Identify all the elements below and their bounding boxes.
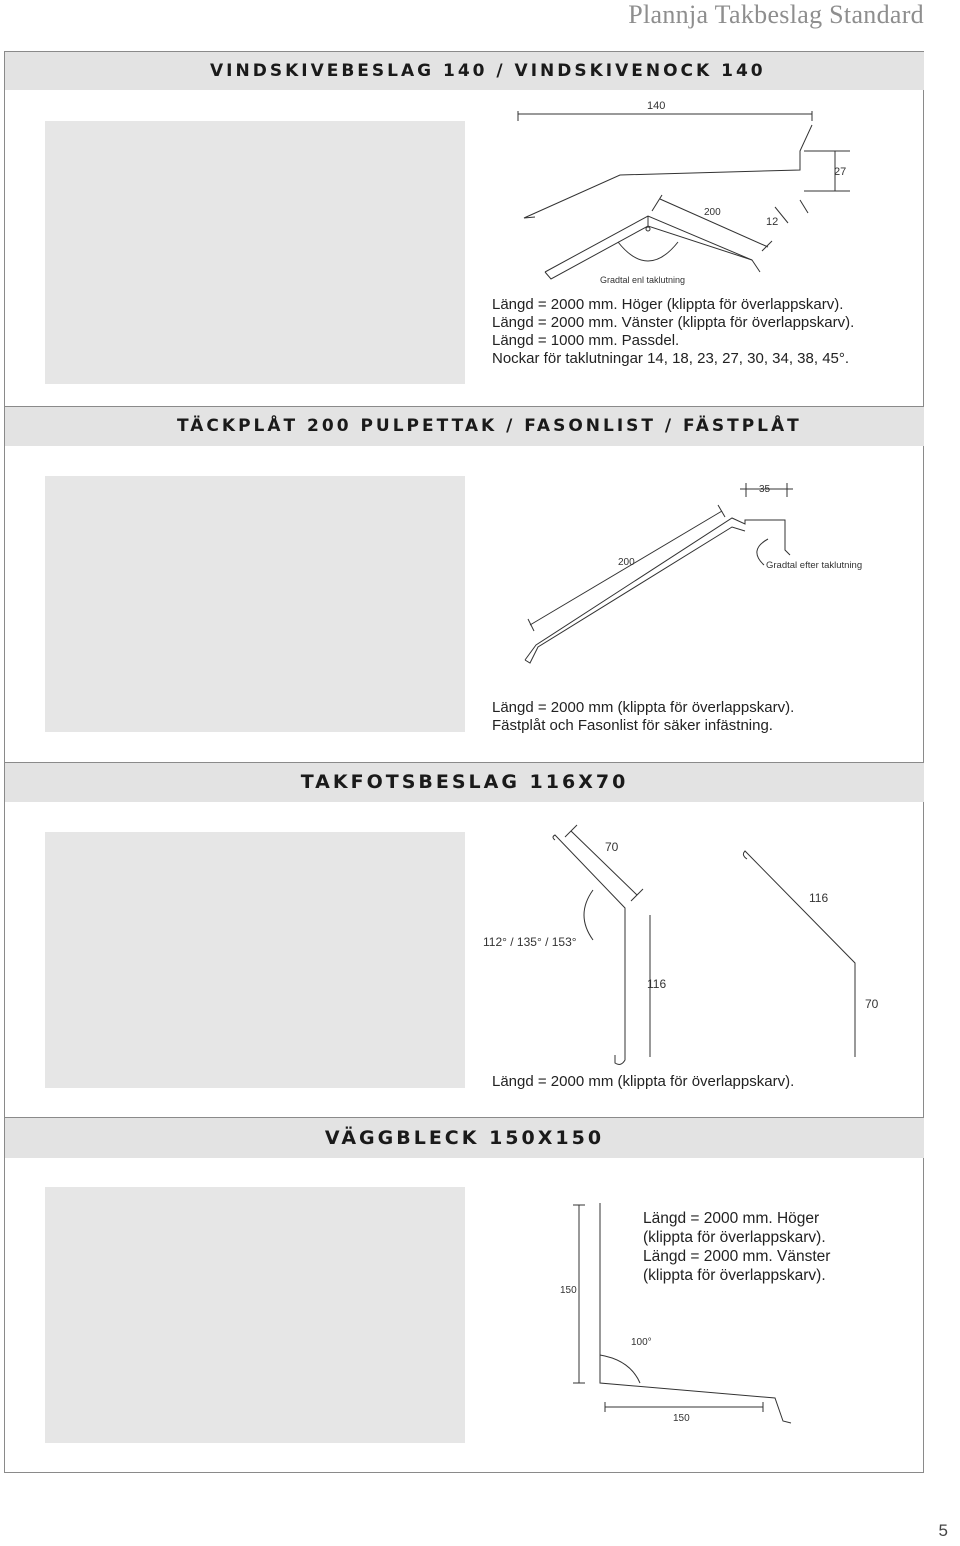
desc-line: Längd = 2000 mm. Höger (klippta för överlappskarv). (492, 296, 844, 313)
section-title-vindskivebeslag: VINDSKIVEBESLAG 140 / VINDSKIVENOCK 140 (5, 52, 924, 90)
section-description-takfotsbeslag (492, 1073, 794, 1091)
desc-line: Längd = 2000 mm. Vänster (643, 1248, 831, 1265)
product-photo-vindskivebeslag (45, 121, 465, 384)
desc-line: Längd = 2000 mm. Höger (643, 1210, 820, 1227)
angle-options-label: 112° / 135° / 153° (483, 935, 577, 949)
dim-slope-label: 200 (618, 557, 635, 568)
dim-lip-label: 12 (766, 216, 779, 228)
diagram-takfotsbeslag (475, 815, 895, 1070)
section-title-tackplat: TÄCKPLÅT 200 PULPETTAK / FASONLIST / FÄSTPLÅT (5, 407, 924, 446)
dim-nock-label: 200 (704, 207, 721, 218)
angle-label: Gradtal enl taklutning (600, 275, 686, 285)
section-description-tackplat (492, 699, 794, 735)
product-photo-tackplat (45, 476, 465, 732)
dim-height-label: 27 (834, 166, 847, 178)
angle-label: Gradtal efter taklutning (766, 560, 863, 571)
dim-vertical-label: 150 (560, 1285, 577, 1296)
product-photo-takfotsbeslag (45, 832, 465, 1088)
angle-label: 100° (631, 1337, 652, 1348)
product-photo-vaggbleck (45, 1187, 465, 1443)
desc-line: Längd = 2000 mm (klippta för överlappskarv). (492, 699, 795, 716)
dim-horizontal-label: 150 (673, 1413, 690, 1424)
dim-a-side-label: 116 (647, 977, 667, 991)
section-description-vaggbleck (643, 1209, 830, 1285)
section-description-vindskivebeslag (492, 296, 854, 368)
page-number: 5 (938, 1521, 948, 1540)
dim-a-top-label: 70 (605, 840, 619, 854)
desc-line: (klippta för överlappskarv). (643, 1267, 826, 1284)
desc-line: Nockar för taklutningar 14, 18, 23, 27, 30, 34, 38, 45°. (492, 350, 850, 367)
desc-line: (klippta för överlappskarv). (643, 1229, 826, 1246)
desc-line: Längd = 2000 mm. Vänster (klippta för överlappskarv). (492, 314, 855, 331)
desc-line: Längd = 1000 mm. Passdel. (492, 332, 680, 349)
section-title-takfotsbeslag: TAKFOTSBESLAG 116X70 (5, 763, 924, 802)
dim-width-label: 140 (647, 100, 666, 112)
diagram-vindskivebeslag (500, 95, 860, 295)
section-title-vaggbleck: VÄGGBLECK 150X150 (5, 1118, 924, 1158)
desc-line: Fästplåt och Fasonlist för säker infästning. (492, 717, 773, 734)
dim-top-label: 35 (759, 484, 771, 495)
dim-b-side-label: 70 (865, 997, 879, 1011)
brand-header: Plannja Takbeslag Standard (628, 0, 924, 29)
diagram-tackplat (510, 475, 880, 675)
desc-line: Längd = 2000 mm (klippta för överlappskarv). (492, 1073, 795, 1090)
dim-b-slope-label: 116 (809, 891, 829, 905)
